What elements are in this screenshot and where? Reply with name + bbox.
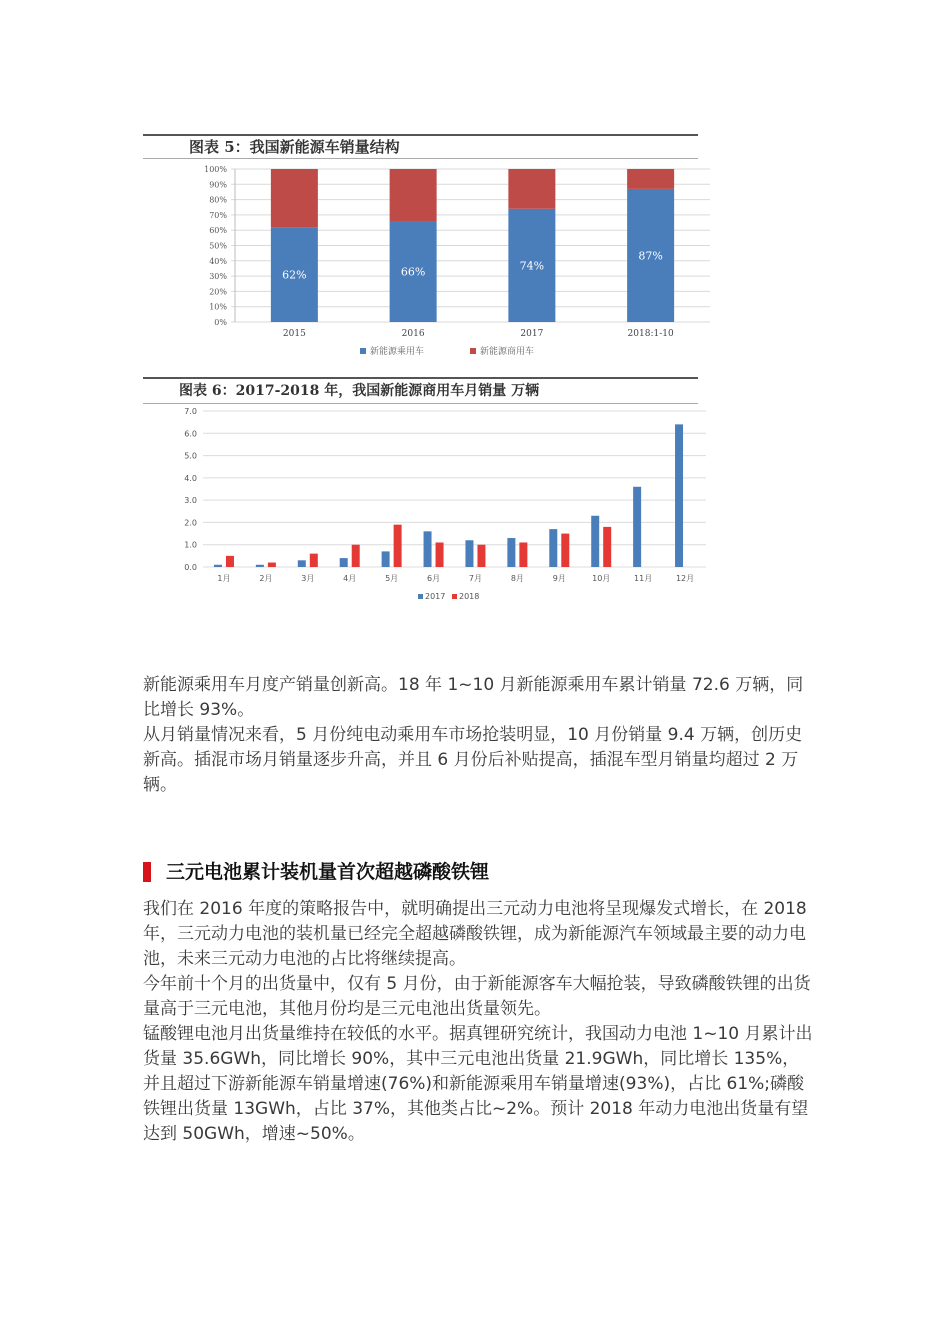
legend-label: 2018: [459, 592, 480, 601]
bar: [436, 542, 444, 567]
y-tick-label: 60%: [209, 226, 227, 236]
paragraph: 今年前十个月的出货量中，仅有 5 月份，由于新能源客车大幅抢装，导致磷酸铁锂的出货量高于三元电池，其他月份均是三元电池出货量领先。: [143, 974, 811, 1019]
legend-swatch: [452, 594, 457, 599]
y-tick-label: 3.0: [184, 496, 197, 506]
x-tick-label: 10月: [592, 574, 611, 583]
bar: [477, 545, 485, 567]
legend-swatch: [470, 348, 476, 354]
data-label: 74%: [519, 259, 545, 273]
bar: [340, 558, 348, 567]
y-tick-label: 6.0: [184, 429, 197, 439]
y-tick-label: 30%: [209, 272, 227, 282]
y-tick-label: 0%: [214, 318, 227, 327]
figure-6-title: 图表 6：2017-2018 年，我国新能源商用车月销量 万辆: [143, 377, 698, 404]
x-tick-label: 12月: [675, 574, 695, 583]
figure-5-title: 图表 5：我国新能源车销量结构: [143, 134, 698, 159]
bar: [603, 527, 611, 567]
y-tick-label: 70%: [209, 210, 227, 220]
x-tick-label: 1月: [217, 574, 231, 583]
bar-segment: [627, 169, 674, 189]
bar: [256, 565, 264, 567]
bar: [561, 534, 569, 567]
bar: [268, 563, 276, 567]
x-tick-label: 4月: [343, 574, 357, 583]
data-label: 66%: [400, 265, 426, 279]
bar: [214, 565, 222, 567]
y-tick-label: 1.0: [184, 540, 197, 550]
bar: [310, 554, 318, 567]
bar: [675, 424, 683, 567]
legend-label: 新能源商用车: [480, 347, 535, 357]
x-tick-label: 3月: [301, 574, 315, 583]
y-tick-label: 80%: [209, 195, 227, 205]
y-tick-label: 10%: [209, 302, 227, 312]
bar-segment: [508, 169, 555, 209]
paragraph: 从月销量情况来看，5 月份纯电动乘用车市场抢装明显，10 月份销量 9.4 万辆，创历史新高。插混市场月销量逐步升高，并且 6 月份后补贴提高，插混车型月销量均超过 2 万辆。: [143, 725, 803, 795]
y-tick-label: 4.0: [184, 473, 197, 483]
x-tick-label: 5月: [385, 574, 399, 583]
bar: [549, 529, 557, 567]
heading-marker: [143, 862, 151, 882]
bar: [394, 525, 402, 567]
bar: [633, 487, 641, 567]
legend-swatch: [418, 594, 423, 599]
x-tick-label: 2017: [520, 329, 544, 339]
x-tick-label: 2018:1-10: [627, 329, 674, 339]
y-tick-label: 5.0: [184, 451, 197, 461]
section-heading-text: 三元电池累计装机量首次超越磷酸铁锂: [166, 861, 490, 883]
figure-6: [143, 377, 710, 615]
bar: [226, 556, 234, 567]
x-tick-label: 8月: [510, 574, 524, 583]
bar: [519, 542, 527, 567]
figure-5-chart: [143, 160, 710, 370]
paragraph: 锰酸锂电池月出货量维持在较低的水平。据真锂研究统计，我国动力电池 1~10 月累计出货量 35.6GWh，同比增长 90%，其中三元电池出货量 21.9GWh，同比增长 135%，并且超过下游新能源车销量增速(76%)和新能源乘用车销量增速(93%)，占比 61%;磷酸铁锂出货量 13GWh，占比 37%，其他类占比~2%。预计 2018 年动力电池出货量有望达到 50GWh，增速~50%。: [143, 1024, 813, 1144]
y-tick-label: 2.0: [184, 518, 197, 528]
y-tick-label: 20%: [209, 287, 227, 297]
y-tick-label: 50%: [209, 241, 227, 251]
bar: [424, 531, 432, 567]
y-tick-label: 0.0: [184, 563, 197, 572]
bar: [507, 538, 515, 567]
x-tick-label: 9月: [552, 574, 566, 583]
x-tick-label: 2015: [282, 329, 306, 339]
legend-label: 2017: [425, 592, 446, 601]
y-tick-label: 90%: [209, 180, 227, 190]
y-tick-label: 40%: [209, 256, 227, 266]
figure-5: [143, 134, 710, 370]
x-tick-label: 6月: [426, 574, 441, 583]
x-tick-label: 2016: [401, 329, 425, 339]
x-tick-label: 7月: [468, 574, 483, 583]
x-tick-label: 11月: [634, 574, 653, 583]
bar: [352, 545, 360, 567]
y-tick-label: 100%: [204, 165, 227, 174]
data-label: 87%: [638, 249, 663, 263]
paragraph: 新能源乘用车月度产销量创新高。18 年 1~10 月新能源乘用车累计销量 72.6 万辆，同比增长 93%。: [143, 675, 804, 720]
figure-6-chart: [143, 403, 710, 615]
legend-label: 新能源乘用车: [370, 347, 425, 357]
legend-swatch: [360, 348, 366, 354]
data-label: 62%: [282, 268, 307, 282]
bar: [382, 551, 390, 567]
bar: [298, 560, 306, 567]
bar: [465, 540, 473, 567]
x-tick-label: 2月: [259, 574, 273, 583]
bar-segment: [390, 169, 437, 221]
y-tick-label: 7.0: [184, 407, 197, 416]
bar-segment: [271, 169, 318, 227]
paragraph: 我们在 2016 年度的策略报告中，就明确提出三元动力电池将呈现爆发式增长，在 2018 年，三元动力电池的装机量已经完全超越磷酸铁锂，成为新能源汽车领域最主要的动力电池，未来三元动力电池的占比将继续提高。: [143, 899, 807, 969]
bar: [591, 516, 599, 567]
